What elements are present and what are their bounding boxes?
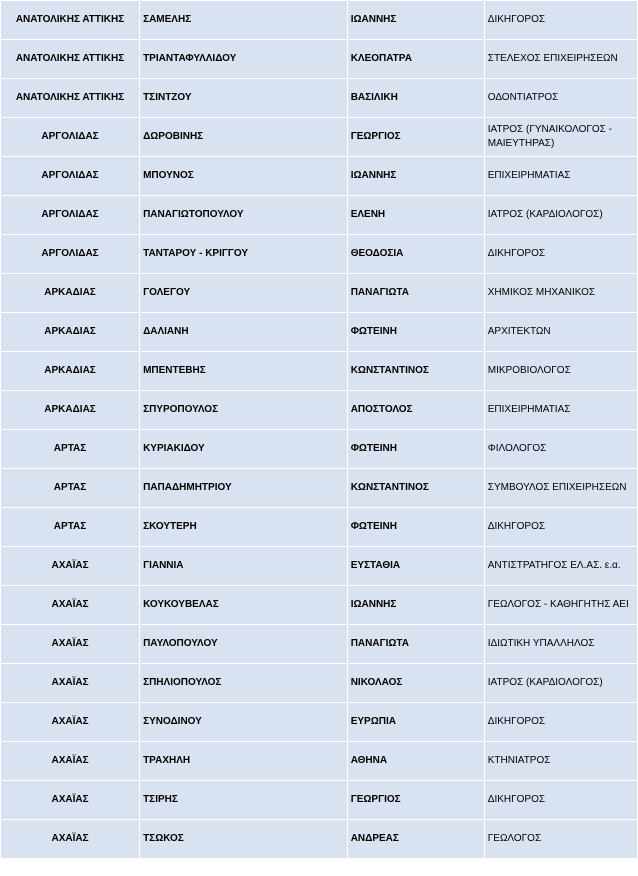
surname-cell: ΤΡΑΧΗΛΗ (140, 742, 348, 781)
surname-cell: ΤΣΩΚΟΣ (140, 820, 348, 859)
surname-cell: ΣΚΟΥΤΕΡΗ (140, 508, 348, 547)
table-body (1, 1, 638, 859)
profession-cell: ΓΕΩΛΟΓΟΣ (484, 820, 637, 859)
region-cell: ΑΝΑΤΟΛΙΚΗΣ ΑΤΤΙΚΗΣ (1, 1, 140, 40)
profession-cell: ΔΙΚΗΓΟΡΟΣ (484, 703, 637, 742)
profession-cell: ΙΑΤΡΟΣ (ΚΑΡΔΙΟΛΟΓΟΣ) (484, 196, 637, 235)
profession-cell: ΔΙΚΗΓΟΡΟΣ (484, 235, 637, 274)
region-cell: ΑΡΚΑΔΙΑΣ (1, 313, 140, 352)
table-row (1, 196, 638, 235)
first-name-cell: ΚΛΕΟΠΑΤΡΑ (347, 40, 484, 79)
first-name-cell: ΘΕΟΔΟΣΙΑ (347, 235, 484, 274)
region-cell: ΑΡΓΟΛΙΔΑΣ (1, 235, 140, 274)
table-row (1, 547, 638, 586)
region-cell: ΑΡΚΑΔΙΑΣ (1, 391, 140, 430)
surname-cell: ΚΟΥΚΟΥΒΕΛΑΣ (140, 586, 348, 625)
surname-cell: ΔΑΛΙΑΝΗ (140, 313, 348, 352)
profession-cell: ΧΗΜΙΚΟΣ ΜΗΧΑΝΙΚΟΣ (484, 274, 637, 313)
surname-cell: ΔΩΡΟΒΙΝΗΣ (140, 118, 348, 157)
first-name-cell: ΠΑΝΑΓΙΩΤΑ (347, 625, 484, 664)
table-row (1, 313, 638, 352)
region-cell: ΑΧΑΪΑΣ (1, 703, 140, 742)
region-cell: ΑΡΚΑΔΙΑΣ (1, 274, 140, 313)
table-row (1, 586, 638, 625)
table-row (1, 703, 638, 742)
first-name-cell: ΠΑΝΑΓΙΩΤΑ (347, 274, 484, 313)
surname-cell: ΤΣΙΝΤΖΟΥ (140, 79, 348, 118)
first-name-cell: ΦΩΤΕΙΝΗ (347, 430, 484, 469)
table-row (1, 235, 638, 274)
region-cell: ΑΡΚΑΔΙΑΣ (1, 352, 140, 391)
table-row (1, 79, 638, 118)
table-row (1, 469, 638, 508)
surname-cell: ΠΑΥΛΟΠΟΥΛΟΥ (140, 625, 348, 664)
profession-cell: ΙΔΙΩΤΙΚΗ ΥΠΑΛΛΗΛΟΣ (484, 625, 637, 664)
profession-cell: ΕΠΙΧΕΙΡΗΜΑΤΙΑΣ (484, 157, 637, 196)
surname-cell: ΓΙΑΝΝΙΑ (140, 547, 348, 586)
first-name-cell: ΕΥΣΤΑΘΙΑ (347, 547, 484, 586)
profession-cell: ΑΡΧΙΤΕΚΤΩΝ (484, 313, 637, 352)
surname-cell: ΜΠΟΥΝΟΣ (140, 157, 348, 196)
surname-cell: ΚΥΡΙΑΚΙΔΟΥ (140, 430, 348, 469)
first-name-cell: ΕΛΕΝΗ (347, 196, 484, 235)
first-name-cell: ΚΩΝΣΤΑΝΤΙΝΟΣ (347, 469, 484, 508)
region-cell: ΑΧΑΪΑΣ (1, 664, 140, 703)
first-name-cell: ΓΕΩΡΓΙΟΣ (347, 781, 484, 820)
profession-cell: ΦΙΛΟΛΟΓΟΣ (484, 430, 637, 469)
table-row (1, 1, 638, 40)
table-row (1, 391, 638, 430)
surname-cell: ΤΑΝΤΑΡΟΥ - ΚΡΙΓΓΟΥ (140, 235, 348, 274)
profession-cell: ΟΔΟΝΤΙΑΤΡΟΣ (484, 79, 637, 118)
first-name-cell: ΓΕΩΡΓΙΟΣ (347, 118, 484, 157)
first-name-cell: ΝΙΚΟΛΑΟΣ (347, 664, 484, 703)
region-cell: ΑΧΑΪΑΣ (1, 781, 140, 820)
region-cell: ΑΡΤΑΣ (1, 508, 140, 547)
profession-cell: ΣΥΜΒΟΥΛΟΣ ΕΠΙΧΕΙΡΗΣΕΩΝ (484, 469, 637, 508)
surname-cell: ΓΟΛΕΓΟΥ (140, 274, 348, 313)
surname-cell: ΠΑΠΑΔΗΜΗΤΡΙΟΥ (140, 469, 348, 508)
region-cell: ΑΧΑΪΑΣ (1, 820, 140, 859)
region-cell: ΑΡΤΑΣ (1, 469, 140, 508)
region-cell: ΑΡΓΟΛΙΔΑΣ (1, 118, 140, 157)
table-row (1, 40, 638, 79)
table-row (1, 742, 638, 781)
region-cell: ΑΧΑΪΑΣ (1, 586, 140, 625)
table-row (1, 157, 638, 196)
table-row (1, 352, 638, 391)
region-cell: ΑΡΓΟΛΙΔΑΣ (1, 196, 140, 235)
first-name-cell: ΕΥΡΩΠΙΑ (347, 703, 484, 742)
surname-cell: ΣΑΜΕΛΗΣ (140, 1, 348, 40)
region-cell: ΑΡΤΑΣ (1, 430, 140, 469)
region-cell: ΑΝΑΤΟΛΙΚΗΣ ΑΤΤΙΚΗΣ (1, 40, 140, 79)
first-name-cell: ΦΩΤΕΙΝΗ (347, 313, 484, 352)
surname-cell: ΣΥΝΟΔΙΝΟΥ (140, 703, 348, 742)
first-name-cell: ΙΩΑΝΝΗΣ (347, 157, 484, 196)
profession-cell: ΔΙΚΗΓΟΡΟΣ (484, 781, 637, 820)
surname-cell: ΠΑΝΑΓΙΩΤΟΠΟΥΛΟΥ (140, 196, 348, 235)
profession-cell: ΓΕΩΛΟΓΟΣ - ΚΑΘΗΓΗΤΗΣ ΑΕΙ (484, 586, 637, 625)
surname-cell: ΣΠΥΡΟΠΟΥΛΟΣ (140, 391, 348, 430)
surname-cell: ΤΣΙΡΗΣ (140, 781, 348, 820)
first-name-cell: ΑΝΔΡΕΑΣ (347, 820, 484, 859)
profession-cell: ΕΠΙΧΕΙΡΗΜΑΤΙΑΣ (484, 391, 637, 430)
surname-cell: ΜΠΕΝΤΕΒΗΣ (140, 352, 348, 391)
first-name-cell: ΚΩΝΣΤΑΝΤΙΝΟΣ (347, 352, 484, 391)
region-cell: ΑΝΑΤΟΛΙΚΗΣ ΑΤΤΙΚΗΣ (1, 79, 140, 118)
region-cell: ΑΧΑΪΑΣ (1, 625, 140, 664)
region-cell: ΑΧΑΪΑΣ (1, 742, 140, 781)
profession-cell: ΙΑΤΡΟΣ (ΓΥΝΑΙΚΟΛΟΓΟΣ - ΜΑΙΕΥΤΗΡΑΣ) (484, 118, 637, 157)
profession-cell: ΔΙΚΗΓΟΡΟΣ (484, 1, 637, 40)
first-name-cell: ΙΩΑΝΝΗΣ (347, 1, 484, 40)
table-row (1, 118, 638, 157)
first-name-cell: ΒΑΣΙΛΙΚΗ (347, 79, 484, 118)
table-row (1, 664, 638, 703)
table-row (1, 625, 638, 664)
profession-cell: ΜΙΚΡΟΒΙΟΛΟΓΟΣ (484, 352, 637, 391)
table-row (1, 274, 638, 313)
surname-cell: ΣΠΗΛΙΟΠΟΥΛΟΣ (140, 664, 348, 703)
table-row (1, 781, 638, 820)
profession-cell: ΣΤΕΛΕΧΟΣ ΕΠΙΧΕΙΡΗΣΕΩΝ (484, 40, 637, 79)
first-name-cell: ΑΘΗΝΑ (347, 742, 484, 781)
region-cell: ΑΡΓΟΛΙΔΑΣ (1, 157, 140, 196)
first-name-cell: ΑΠΟΣΤΟΛΟΣ (347, 391, 484, 430)
first-name-cell: ΙΩΑΝΝΗΣ (347, 586, 484, 625)
table-row (1, 508, 638, 547)
profession-cell: ΑΝΤΙΣΤΡΑΤΗΓΟΣ ΕΛ.ΑΣ. ε.α. (484, 547, 637, 586)
first-name-cell: ΦΩΤΕΙΝΗ (347, 508, 484, 547)
profession-cell: ΙΑΤΡΟΣ (ΚΑΡΔΙΟΛΟΓΟΣ) (484, 664, 637, 703)
table-row (1, 430, 638, 469)
profession-cell: ΔΙΚΗΓΟΡΟΣ (484, 508, 637, 547)
region-cell: ΑΧΑΪΑΣ (1, 547, 140, 586)
table-row (1, 820, 638, 859)
surname-cell: ΤΡΙΑΝΤΑΦΥΛΛΙΔΟΥ (140, 40, 348, 79)
profession-cell: ΚΤΗΝΙΑΤΡΟΣ (484, 742, 637, 781)
